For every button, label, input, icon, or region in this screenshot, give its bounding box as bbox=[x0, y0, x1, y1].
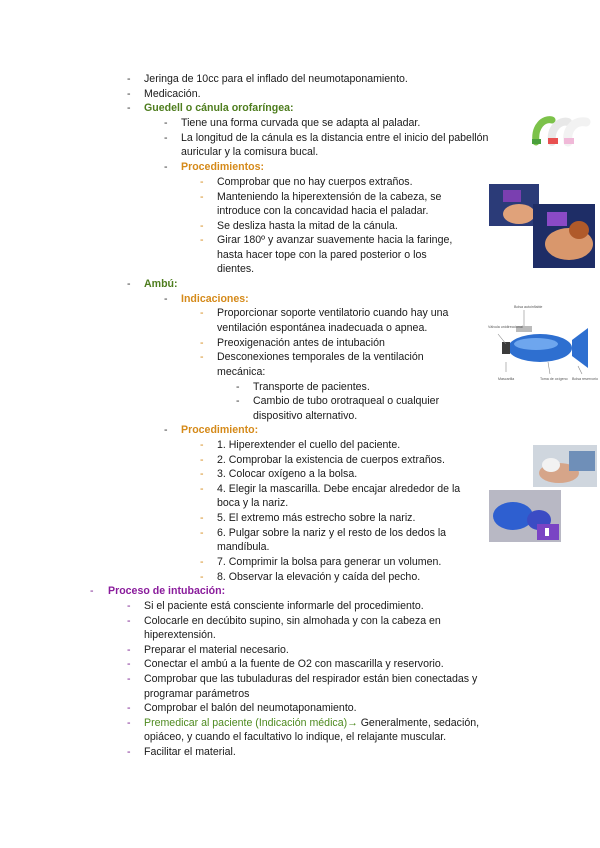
bullet: - bbox=[127, 278, 131, 290]
list-item-text: mecánica: bbox=[217, 366, 266, 378]
bullet: - bbox=[200, 234, 204, 246]
list-item-text: Proporcionar soporte ventilatorio cuando hay una bbox=[217, 307, 449, 319]
list-item-text: hasta hacer tope con la pared posterior o los bbox=[217, 249, 427, 261]
guedell-insertion-photo bbox=[489, 184, 595, 268]
list-item-text: 7. Comprimir la bolsa para generar un volumen. bbox=[217, 556, 442, 568]
list-item-text: 6. Pulgar sobre la nariz y el resto de los dedos la bbox=[217, 527, 447, 539]
guedell-cannula-image bbox=[528, 112, 592, 148]
bullet: - bbox=[200, 176, 204, 188]
list-item-text: Comprobar que las tubuladuras del respirador están bien conectadas y bbox=[144, 673, 478, 685]
diagram-label: Bolsa reservorio bbox=[572, 377, 598, 381]
bullet: - bbox=[200, 527, 204, 539]
bullet: - bbox=[164, 161, 168, 173]
list-item-text: Si el paciente está consciente informarle del procedimiento. bbox=[144, 600, 424, 612]
list-item-text: 5. El extremo más estrecho sobre la nariz. bbox=[217, 512, 416, 524]
list-item-text: introduce con la concavidad hacia el paladar. bbox=[217, 205, 429, 217]
list-item-text: 8. Observar la elevación y caída del pecho. bbox=[217, 571, 421, 583]
section-heading-ambu: Ambú: bbox=[144, 278, 178, 290]
bullet: - bbox=[127, 600, 131, 612]
list-item-text: dispositivo alternativo. bbox=[253, 410, 358, 422]
bullet: - bbox=[236, 381, 240, 393]
list-item-text: hiperextensión. bbox=[144, 629, 216, 641]
list-item-text: Facilitar el material. bbox=[144, 746, 236, 758]
list-item-text: Preparar el material necesario. bbox=[144, 644, 289, 656]
list-item-text: Preoxigenación antes de intubación bbox=[217, 337, 385, 349]
ambu-diagram bbox=[488, 300, 598, 386]
list-item-text: boca y la nariz. bbox=[217, 497, 289, 509]
bullet: - bbox=[127, 88, 131, 100]
list-item-text: La longitud de la cánula es la distancia entre el inicio del pabellón bbox=[181, 132, 489, 144]
bullet: - bbox=[200, 556, 204, 568]
list-item-text: Tiene una forma curvada que se adapta al paladar. bbox=[181, 117, 421, 129]
section-heading-intubacion: Proceso de intubación: bbox=[108, 585, 226, 597]
list-item-text: Cambio de tubo orotraqueal o cualquier bbox=[253, 395, 440, 407]
list-item-text: opiáceo, y cuando el facultativo lo indique, el relajante muscular. bbox=[144, 731, 447, 743]
bullet: - bbox=[200, 468, 204, 480]
bullet: - bbox=[200, 351, 204, 363]
list-item-text: mandíbula. bbox=[217, 541, 270, 553]
bullet: - bbox=[127, 102, 131, 114]
section-heading-guedell: Guedell o cánula orofaríngea: bbox=[144, 102, 294, 114]
bullet: - bbox=[200, 571, 204, 583]
list-item-text: Comprobar el balón del neumotaponamiento. bbox=[144, 702, 357, 714]
list-item-text: auricular y la comisura bucal. bbox=[181, 146, 319, 158]
list-item-text: Manteniendo la hiperextensión de la cabeza, se bbox=[217, 191, 442, 203]
list-item-text: 4. Elegir la mascarilla. Debe encajar alrededor de la bbox=[217, 483, 461, 495]
list-item-text: Jeringa de 10cc para el inflado del neumotaponamiento. bbox=[144, 73, 408, 85]
bullet: - bbox=[90, 585, 94, 597]
bullet: - bbox=[200, 307, 204, 319]
bullet: - bbox=[127, 746, 131, 758]
bullet: - bbox=[164, 132, 168, 144]
diagram-label: Bolsa autoinflable bbox=[514, 305, 543, 309]
bullet: - bbox=[236, 395, 240, 407]
bullet: - bbox=[200, 337, 204, 349]
bullet: - bbox=[200, 191, 204, 203]
bullet: - bbox=[164, 424, 168, 436]
diagram-label: Toma de oxígeno bbox=[540, 377, 568, 381]
list-item-text: Colocarle en decúbito supino, sin almohada y con la cabeza en bbox=[144, 615, 441, 627]
bullet: - bbox=[164, 117, 168, 129]
premedicar-continuation: Generalmente, sedación, bbox=[357, 717, 480, 729]
list-item-text: Medicación. bbox=[144, 88, 201, 100]
list-item-text: Comprobar que no hay cuerpos extraños. bbox=[217, 176, 413, 188]
subheading-indicaciones: Indicaciones: bbox=[181, 293, 249, 305]
list-item-text: Desconexiones temporales de la ventilación bbox=[217, 351, 424, 363]
bullet: - bbox=[200, 220, 204, 232]
ambu-procedure-photo-2 bbox=[489, 490, 561, 542]
bullet: - bbox=[164, 293, 168, 305]
list-item-text: programar parámetros bbox=[144, 688, 250, 700]
list-item-text: 3. Colocar oxígeno a la bolsa. bbox=[217, 468, 358, 480]
list-item-text: Girar 180º y avanzar suavemente hacia la faringe, bbox=[217, 234, 453, 246]
list-item-text: Se desliza hasta la mitad de la cánula. bbox=[217, 220, 398, 232]
bullet: - bbox=[127, 73, 131, 85]
bullet: - bbox=[200, 439, 204, 451]
subheading-procedimiento: Procedimiento: bbox=[181, 424, 259, 436]
subheading-procedimientos: Procedimientos: bbox=[181, 161, 265, 173]
bullet: - bbox=[127, 644, 131, 656]
list-item-text: dientes. bbox=[217, 263, 255, 275]
bullet: - bbox=[127, 658, 131, 670]
diagram-label: Válvula unidireccional bbox=[488, 325, 523, 329]
bullet: - bbox=[127, 717, 131, 729]
list-item-text: ventilación espontánea inadecuada o apnea. bbox=[217, 322, 428, 334]
list-item-text: 2. Comprobar la existencia de cuerpos extraños. bbox=[217, 454, 445, 466]
list-item-text bbox=[144, 716, 479, 730]
bullet: - bbox=[200, 483, 204, 495]
premedicar-text: Premedicar al paciente (Indicación médica)→ bbox=[144, 717, 358, 729]
diagram-label: Mascarilla bbox=[498, 377, 515, 381]
ambu-procedure-photo-1 bbox=[533, 445, 597, 487]
bullet: - bbox=[127, 673, 131, 685]
bullet: - bbox=[200, 512, 204, 524]
bullet: - bbox=[127, 702, 131, 714]
list-item-text: Transporte de pacientes. bbox=[253, 381, 370, 393]
list-item-text: 1. Hiperextender el cuello del paciente. bbox=[217, 439, 401, 451]
list-item-text: Conectar el ambú a la fuente de O2 con mascarilla y reservorio. bbox=[144, 658, 444, 670]
bullet: - bbox=[200, 454, 204, 466]
bullet: - bbox=[127, 615, 131, 627]
